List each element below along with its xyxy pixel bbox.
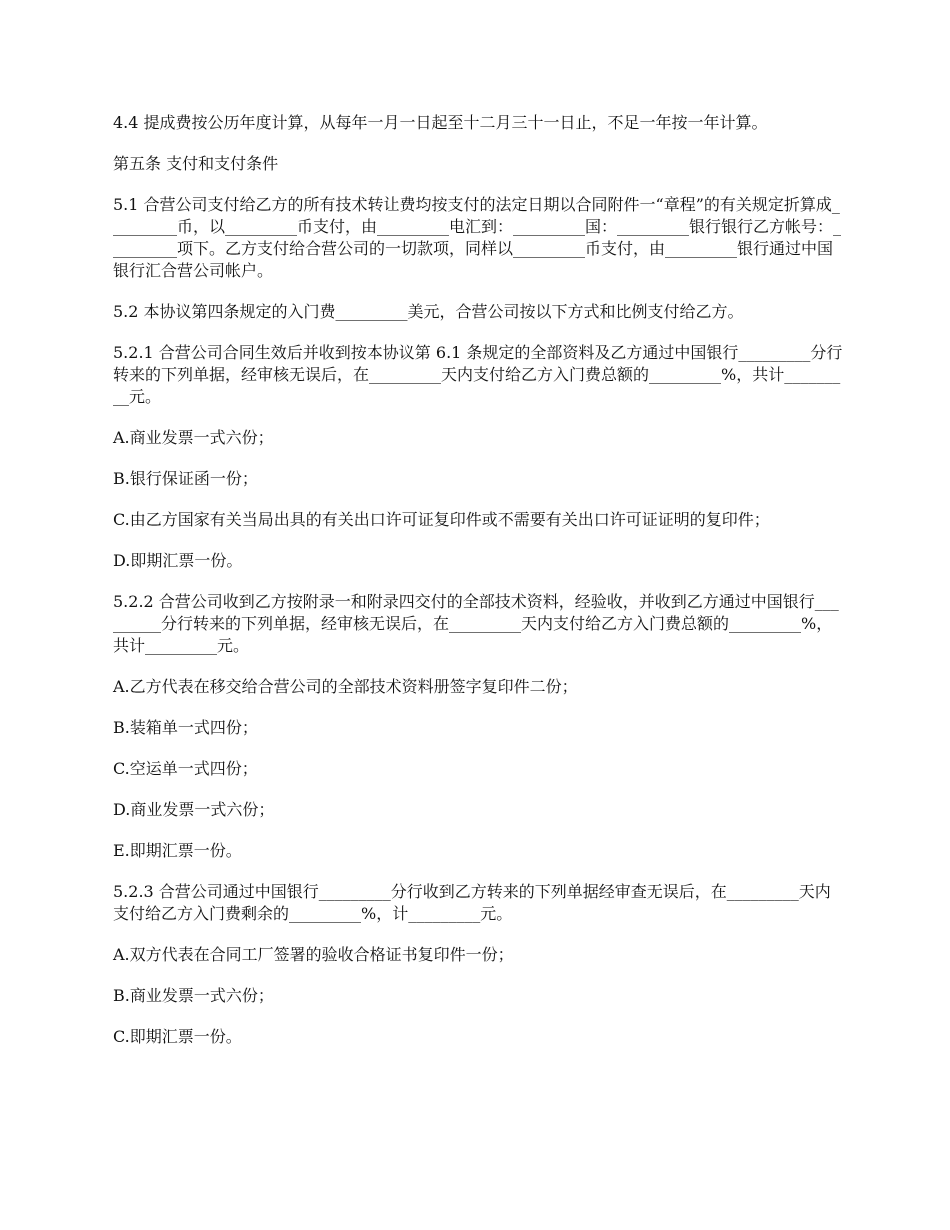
paragraph-5-1: 5.1 合营公司支付给乙方的所有技术转让费均按支付的法定日期以合同附件一“章程”的有关规定折算成_________币，以_________币支付，由_________电汇到：_________国：_________银行银行乙方帐号：_________项下。乙方支付给合营公司的一切款项，同样以_________币支付，由_________银行通过中国银行汇合营公司帐户。	[113, 195, 842, 280]
list-item: C.即期汇票一份。	[113, 1027, 242, 1046]
paragraph-4-4: 4.4 提成费按公历年度计算，从每年一月一日起至十二月三十一日止，不足一年按一年计算。	[113, 113, 768, 132]
list-item: C.空运单一式四份；	[113, 759, 258, 778]
list-item: A.双方代表在合同工厂签署的验收合格证书复印件一份；	[113, 945, 514, 964]
list-item: C.由乙方国家有关当局出具的有关出口许可证复印件或不需要有关出口许可证证明的复印件；	[113, 510, 770, 529]
list-item: B.商业发票一式六份；	[113, 986, 274, 1005]
list-item: A.商业发票一式六份；	[113, 428, 274, 447]
document-page	[113, 112, 843, 1067]
paragraph-5-2-3: 5.2.3 合营公司通过中国银行_________分行收到乙方转来的下列单据经审查无误后，在_________天内支付给乙方入门费剩余的_________%，计_________元。	[113, 882, 831, 923]
list-item: A.乙方代表在移交给合营公司的全部技术资料册签字复印件二份；	[113, 677, 578, 696]
paragraph-5-2: 5.2 本协议第四条规定的入门费_________美元，合营公司按以下方式和比例支付给乙方。	[113, 302, 744, 321]
list-item: D.即期汇票一份。	[113, 551, 243, 570]
list-item: B.银行保证函一份；	[113, 469, 258, 488]
list-item: B.装箱单一式四份；	[113, 718, 258, 737]
list-item: D.商业发票一式六份；	[113, 800, 275, 819]
paragraph-5-2-2: 5.2.2 合营公司收到乙方按附录一和附录四交付的全部技术资料，经验收，并收到乙方通过中国银行_________分行转来的下列单据，经审核无误后，在_________天内支付给乙方入门费总额的_________%，共计_________元。	[113, 592, 839, 655]
article-5-heading: 第五条 支付和支付条件	[113, 154, 279, 173]
paragraph-5-2-1: 5.2.1 合营公司合同生效后并收到按本协议第 6.1 条规定的全部资料及乙方通过中国银行_________分行转来的下列单据，经审核无误后，在_________天内支付给乙方入门费总额的_________%，共计_________元。	[113, 343, 843, 406]
list-item: E.即期汇票一份。	[113, 841, 242, 860]
